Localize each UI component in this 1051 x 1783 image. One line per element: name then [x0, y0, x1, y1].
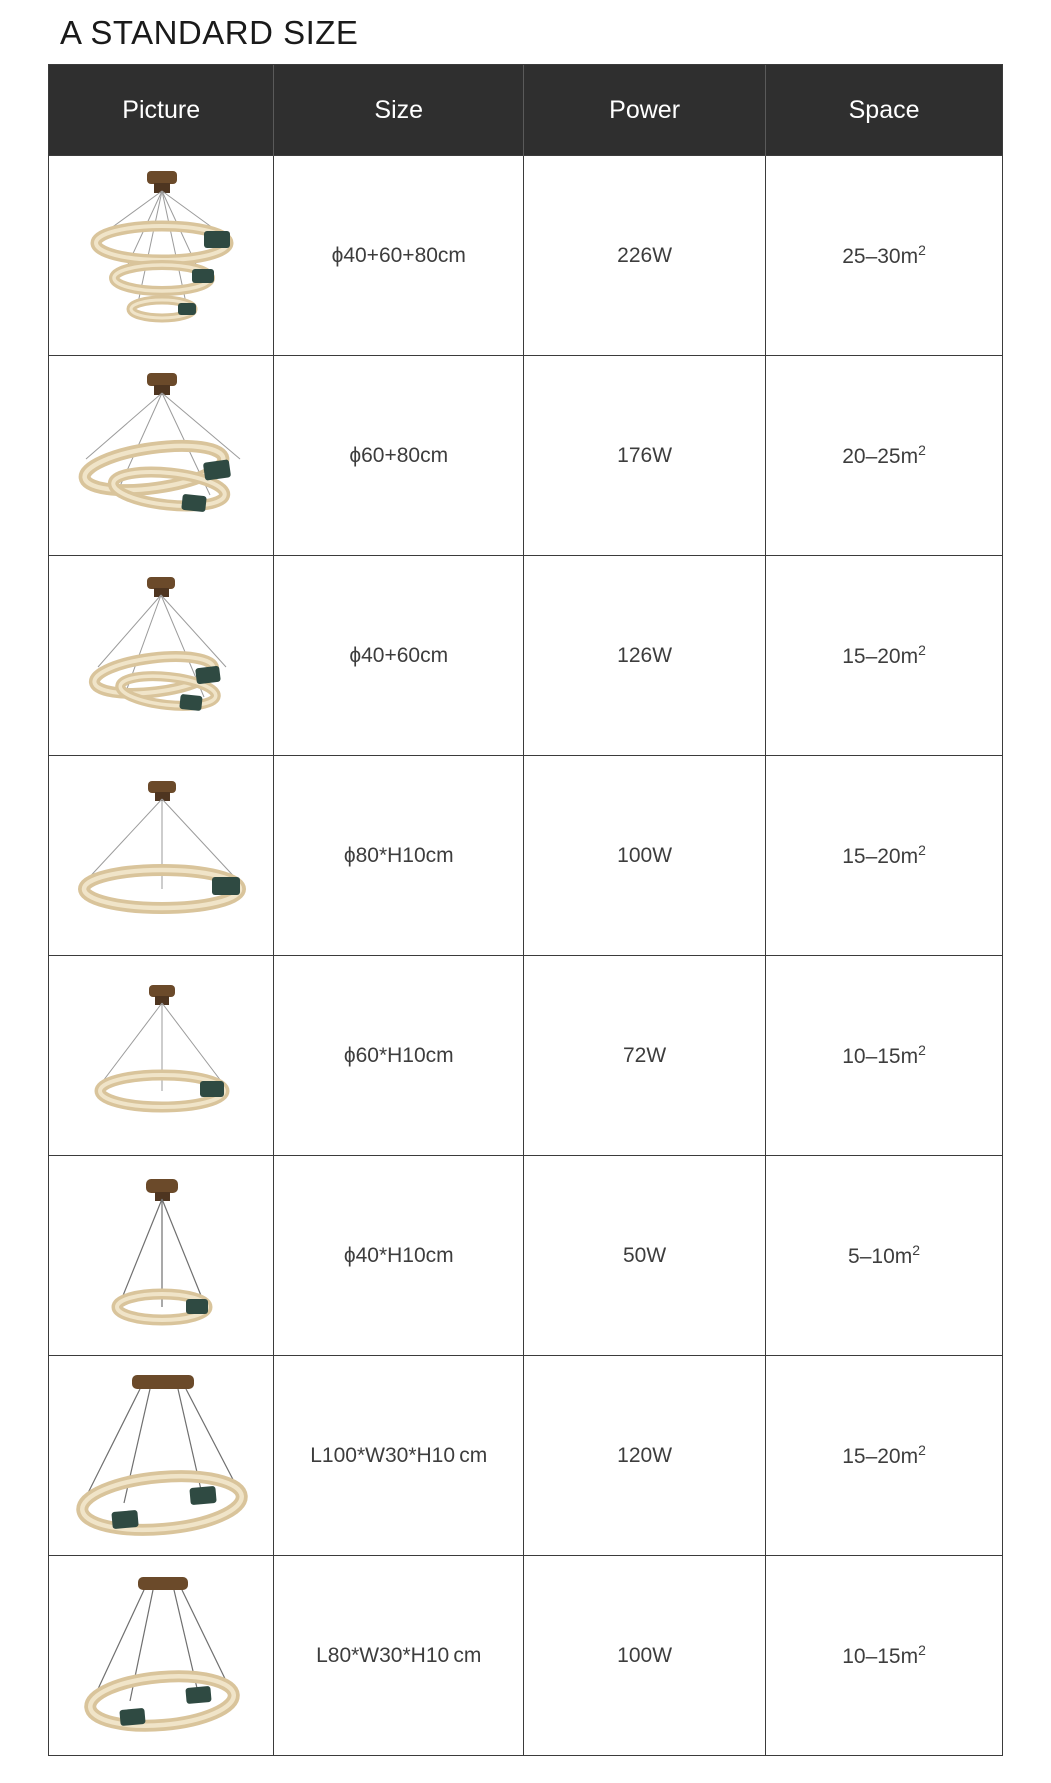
column-header-picture: Picture	[49, 65, 274, 156]
cell-space	[766, 956, 1002, 1156]
cell-space-value: 20–25m	[842, 445, 919, 468]
cell-space-unit: 2	[918, 842, 926, 858]
cell-space-value: 10–15m	[842, 1045, 919, 1068]
cell-space-unit: 2	[918, 1442, 926, 1458]
chandelier-oval-100-icon	[54, 1363, 269, 1548]
table-row	[49, 556, 1002, 756]
column-header-power: Power	[524, 65, 766, 156]
page-title: A STANDARD SIZE	[60, 14, 359, 51]
product-image-cell	[49, 356, 274, 556]
cell-size: L100*W30*H10 cm	[274, 1356, 524, 1556]
cell-size: ϕ80*H10cm	[274, 756, 524, 956]
table-body	[49, 156, 1002, 1756]
cell-space	[766, 756, 1002, 956]
cell-power: 176W	[524, 356, 766, 556]
product-image-cell	[49, 1356, 274, 1556]
spec-table-wrapper	[48, 64, 1003, 1756]
product-image-cell	[49, 1156, 274, 1356]
cell-space-unit: 2	[918, 242, 926, 258]
cell-space-value: 15–20m	[842, 845, 919, 868]
cell-power: 100W	[524, 756, 766, 956]
spec-table	[49, 65, 1002, 1755]
cell-space-unit: 2	[918, 442, 926, 458]
chandelier-2-ring-small-icon	[54, 563, 269, 748]
cell-space-unit: 2	[918, 642, 926, 658]
cell-space-value: 10–15m	[842, 1645, 919, 1668]
product-image-cell	[49, 1556, 274, 1756]
cell-space-unit: 2	[918, 1642, 926, 1658]
chandelier-3-ring-icon	[54, 163, 269, 348]
chandelier-1-ring-60-icon	[54, 963, 269, 1148]
cell-space	[766, 356, 1002, 556]
table-row	[49, 956, 1002, 1156]
cell-space-value: 15–20m	[842, 645, 919, 668]
cell-space-value: 25–30m	[842, 245, 919, 268]
cell-space-unit: 2	[912, 1242, 921, 1258]
cell-power: 126W	[524, 556, 766, 756]
cell-power: 72W	[524, 956, 766, 1156]
table-row	[49, 1556, 1002, 1756]
product-image-cell	[49, 556, 274, 756]
column-header-size: Size	[274, 65, 524, 156]
cell-power: 50W	[524, 1156, 766, 1356]
cell-power: 226W	[524, 156, 766, 356]
cell-space	[766, 1156, 1002, 1356]
product-image-cell	[49, 156, 274, 356]
chandelier-2-ring-large-icon	[54, 363, 269, 548]
cell-size: ϕ60*H10cm	[274, 956, 524, 1156]
cell-power: 100W	[524, 1556, 766, 1756]
cell-size: ϕ40+60+80cm	[274, 156, 524, 356]
cell-size: ϕ40+60cm	[274, 556, 524, 756]
cell-size: ϕ40*H10cm	[274, 1156, 524, 1356]
table-row	[49, 356, 1002, 556]
cell-size: ϕ60+80cm	[274, 356, 524, 556]
cell-size: L80*W30*H10 cm	[274, 1556, 524, 1756]
table-row	[49, 756, 1002, 956]
cell-space-value: 15–20m	[842, 1445, 919, 1468]
cell-space	[766, 1356, 1002, 1556]
cell-space	[766, 156, 1002, 356]
table-row	[49, 1356, 1002, 1556]
product-image-cell	[49, 756, 274, 956]
chandelier-1-ring-40-icon	[54, 1163, 269, 1348]
cell-space-unit: 2	[918, 1042, 926, 1058]
product-image-cell	[49, 956, 274, 1156]
chandelier-1-ring-80-icon	[54, 763, 269, 948]
cell-space	[766, 1556, 1002, 1756]
table-row	[49, 156, 1002, 356]
table-head	[49, 65, 1002, 156]
table-header-row	[49, 65, 1002, 156]
cell-power: 120W	[524, 1356, 766, 1556]
column-header-space: Space	[766, 65, 1002, 156]
cell-space	[766, 556, 1002, 756]
cell-space-value: 5–10m	[848, 1245, 913, 1268]
table-row	[49, 1156, 1002, 1356]
chandelier-oval-80-icon	[54, 1563, 269, 1748]
